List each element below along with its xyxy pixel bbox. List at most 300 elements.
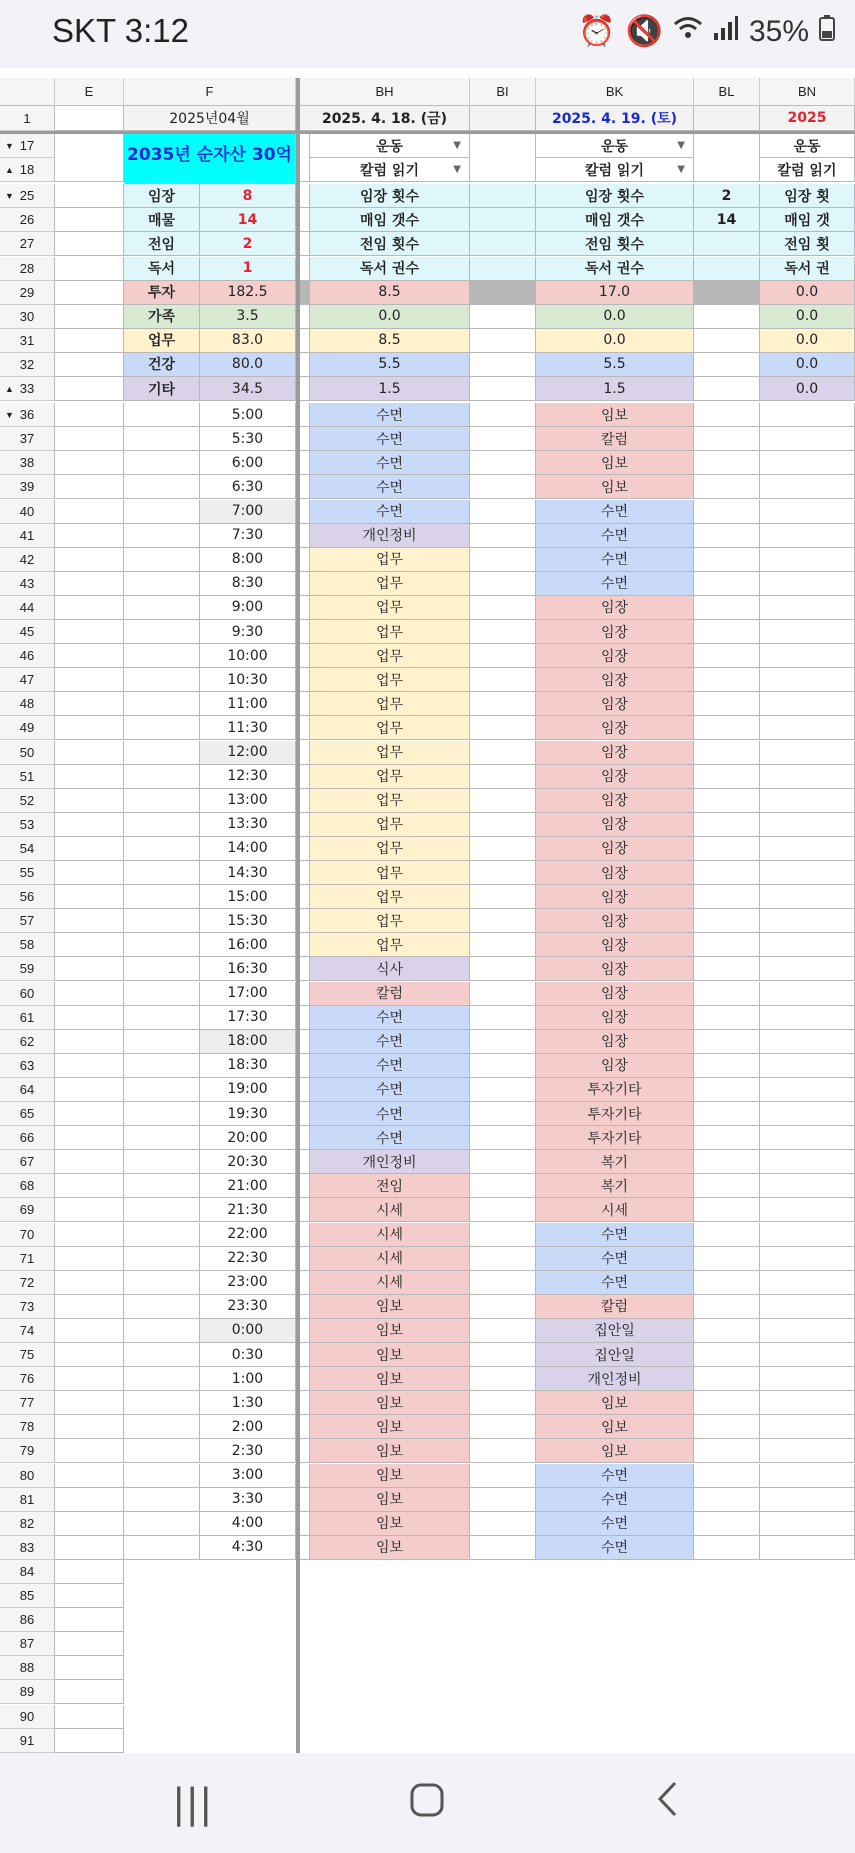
activity-cell[interactable]: 임보 — [536, 403, 694, 427]
cell[interactable] — [124, 524, 200, 548]
time-slot[interactable]: 4:30 — [200, 1536, 296, 1560]
cell[interactable] — [55, 1006, 124, 1030]
cell[interactable] — [470, 134, 536, 182]
column-header[interactable]: F — [124, 78, 296, 106]
cell[interactable] — [55, 644, 124, 668]
row-number[interactable]: 72 — [0, 1271, 55, 1295]
cell[interactable] — [300, 741, 310, 765]
cell[interactable] — [300, 1295, 310, 1319]
cell[interactable] — [55, 1439, 124, 1463]
month-cell[interactable]: 2025년04월 — [124, 106, 296, 131]
activity-cell[interactable]: 집안일 — [536, 1343, 694, 1367]
time-slot[interactable]: 9:30 — [200, 620, 296, 644]
cell[interactable] — [694, 1464, 760, 1488]
cell[interactable] — [55, 451, 124, 475]
cell[interactable] — [55, 1705, 124, 1729]
activity-cell[interactable]: 투자기타 — [536, 1102, 694, 1126]
cell[interactable] — [55, 134, 124, 182]
cell[interactable] — [470, 741, 536, 765]
time-slot[interactable]: 3:30 — [200, 1488, 296, 1512]
time-slot[interactable]: 9:00 — [200, 596, 296, 620]
activity-cell[interactable]: 투자기타 — [536, 1126, 694, 1150]
row-number[interactable]: 25 ▼ — [0, 184, 55, 208]
cell[interactable] — [124, 692, 200, 716]
summary-metric[interactable]: 독서 권 — [760, 257, 855, 281]
row-number[interactable]: 76 — [0, 1367, 55, 1391]
row-number[interactable]: 66 — [0, 1126, 55, 1150]
cell[interactable] — [760, 982, 855, 1006]
cell[interactable] — [55, 1464, 124, 1488]
activity-cell[interactable]: 임보 — [310, 1319, 470, 1343]
category-label[interactable]: 건강 — [124, 353, 200, 377]
cell[interactable] — [124, 837, 200, 861]
summary-label[interactable]: 매물 — [124, 208, 200, 232]
summary-value[interactable]: 14 — [200, 208, 296, 232]
cell[interactable] — [694, 1174, 760, 1198]
cell[interactable] — [470, 403, 536, 427]
activity-cell[interactable]: 수면 — [310, 1126, 470, 1150]
activity-cell[interactable]: 수면 — [536, 1536, 694, 1560]
cell[interactable] — [694, 500, 760, 524]
cell[interactable] — [760, 837, 855, 861]
cell[interactable] — [300, 1464, 310, 1488]
date-header[interactable]: 2025. 4. 19. (토) — [536, 106, 694, 131]
cell[interactable] — [694, 451, 760, 475]
cell[interactable] — [55, 861, 124, 885]
activity-cell[interactable]: 투자기타 — [536, 1078, 694, 1102]
category-label[interactable]: 기타 — [124, 377, 200, 401]
column-header[interactable]: BL — [694, 78, 760, 106]
cell[interactable] — [694, 1295, 760, 1319]
row-number[interactable]: 64 — [0, 1078, 55, 1102]
cell[interactable] — [55, 1054, 124, 1078]
cell[interactable] — [55, 305, 124, 329]
cell[interactable] — [694, 716, 760, 740]
cell[interactable] — [760, 741, 855, 765]
activity-cell[interactable]: 수면 — [310, 427, 470, 451]
row-number[interactable]: 67 — [0, 1150, 55, 1174]
cell[interactable] — [300, 837, 310, 861]
cell[interactable] — [760, 572, 855, 596]
cell[interactable] — [300, 1223, 310, 1247]
cell[interactable] — [470, 1512, 536, 1536]
cell[interactable] — [124, 1054, 200, 1078]
cell[interactable] — [124, 596, 200, 620]
row-number[interactable]: 33 ▲ — [0, 377, 55, 401]
cell[interactable] — [760, 1223, 855, 1247]
cell[interactable] — [55, 596, 124, 620]
time-slot[interactable]: 19:30 — [200, 1102, 296, 1126]
cell[interactable] — [470, 1006, 536, 1030]
cell[interactable] — [55, 1415, 124, 1439]
activity-cell[interactable]: 칼럼 — [536, 1295, 694, 1319]
cell[interactable] — [470, 620, 536, 644]
cell[interactable] — [55, 500, 124, 524]
cell[interactable] — [124, 1319, 200, 1343]
cell[interactable] — [300, 184, 310, 208]
activity-cell[interactable]: 업무 — [310, 837, 470, 861]
cell[interactable] — [470, 1102, 536, 1126]
cell[interactable] — [124, 1078, 200, 1102]
cell[interactable] — [760, 1295, 855, 1319]
cell[interactable] — [124, 1488, 200, 1512]
row-number[interactable]: 74 — [0, 1319, 55, 1343]
cell[interactable] — [694, 1512, 760, 1536]
cell[interactable] — [694, 281, 760, 305]
corner-header[interactable] — [0, 78, 55, 106]
activity-cell[interactable]: 임장 — [536, 813, 694, 837]
row-group-toggle-icon[interactable]: ▼ — [5, 190, 14, 201]
cell[interactable] — [694, 1223, 760, 1247]
cell[interactable] — [300, 692, 310, 716]
activity-cell[interactable]: 임장 — [536, 668, 694, 692]
time-slot[interactable]: 11:00 — [200, 692, 296, 716]
activity-cell[interactable]: 개인정비 — [310, 1150, 470, 1174]
cell[interactable] — [124, 1102, 200, 1126]
row-number[interactable]: 37 — [0, 427, 55, 451]
row-number[interactable]: 60 — [0, 982, 55, 1006]
summary-label[interactable]: 임장 — [124, 184, 200, 208]
cell[interactable] — [694, 1391, 760, 1415]
activity-cell[interactable]: 임장 — [536, 933, 694, 957]
cell[interactable] — [55, 232, 124, 256]
cell[interactable] — [300, 500, 310, 524]
cell[interactable] — [55, 885, 124, 909]
cell[interactable] — [124, 957, 200, 981]
cell[interactable] — [55, 524, 124, 548]
row-number[interactable]: 53 — [0, 813, 55, 837]
cell[interactable] — [55, 982, 124, 1006]
time-slot[interactable]: 22:30 — [200, 1247, 296, 1271]
activity-cell[interactable]: 시세 — [310, 1271, 470, 1295]
cell[interactable] — [694, 596, 760, 620]
cell[interactable] — [760, 813, 855, 837]
time-slot[interactable]: 14:00 — [200, 837, 296, 861]
cell[interactable] — [760, 885, 855, 909]
activity-cell[interactable]: 개인정비 — [310, 524, 470, 548]
time-slot[interactable]: 17:00 — [200, 982, 296, 1006]
category-label[interactable]: 투자 — [124, 281, 200, 305]
activity-cell[interactable]: 업무 — [310, 692, 470, 716]
activity-cell[interactable]: 업무 — [310, 909, 470, 933]
cell[interactable] — [300, 1126, 310, 1150]
cell[interactable] — [300, 232, 310, 256]
cell[interactable] — [470, 765, 536, 789]
row-number[interactable]: 18 ▲ — [0, 158, 55, 182]
time-slot[interactable]: 19:00 — [200, 1078, 296, 1102]
cell[interactable] — [300, 1247, 310, 1271]
cell[interactable] — [300, 789, 310, 813]
cell[interactable] — [760, 1174, 855, 1198]
activity-cell[interactable]: 복기 — [536, 1150, 694, 1174]
cell[interactable] — [694, 1054, 760, 1078]
row-group-toggle-icon[interactable]: ▲ — [5, 164, 14, 175]
row-number[interactable]: 89 — [0, 1680, 55, 1704]
time-slot[interactable]: 12:00 — [200, 741, 296, 765]
time-slot[interactable]: 7:00 — [200, 500, 296, 524]
cell[interactable] — [55, 1295, 124, 1319]
time-slot[interactable]: 2:30 — [200, 1439, 296, 1463]
activity-cell[interactable]: 임장 — [536, 861, 694, 885]
activity-cell[interactable]: 임보 — [310, 1488, 470, 1512]
cell[interactable] — [300, 451, 310, 475]
cell[interactable] — [55, 1247, 124, 1271]
row-number[interactable]: 78 — [0, 1415, 55, 1439]
cell[interactable] — [470, 1295, 536, 1319]
cell[interactable] — [470, 1488, 536, 1512]
summary-metric[interactable]: 매임 갯 — [760, 208, 855, 232]
cell[interactable] — [55, 208, 124, 232]
cell[interactable] — [760, 1319, 855, 1343]
cell[interactable] — [55, 765, 124, 789]
row-number[interactable]: 57 — [0, 909, 55, 933]
cell[interactable] — [470, 1271, 536, 1295]
cell[interactable] — [470, 1391, 536, 1415]
activity-cell[interactable]: 업무 — [310, 885, 470, 909]
date-header[interactable]: 2025. 4. 18. (금) — [300, 106, 470, 131]
cell[interactable] — [300, 1439, 310, 1463]
cell[interactable] — [55, 1367, 124, 1391]
cell[interactable] — [124, 451, 200, 475]
activity-cell[interactable]: 업무 — [310, 813, 470, 837]
row-number[interactable]: 42 — [0, 548, 55, 572]
activity-cell[interactable]: 임보 — [310, 1367, 470, 1391]
row-number[interactable]: 59 — [0, 957, 55, 981]
cell[interactable] — [470, 1126, 536, 1150]
category-total[interactable]: 83.0 — [200, 329, 296, 353]
cell[interactable] — [470, 257, 536, 281]
summary-label[interactable]: 독서 — [124, 257, 200, 281]
time-slot[interactable]: 10:30 — [200, 668, 296, 692]
cell[interactable] — [55, 1174, 124, 1198]
time-slot[interactable]: 11:30 — [200, 716, 296, 740]
cell[interactable] — [300, 1006, 310, 1030]
time-slot[interactable]: 22:00 — [200, 1223, 296, 1247]
row-number[interactable]: 1 — [0, 106, 55, 131]
cell[interactable] — [124, 909, 200, 933]
activity-cell[interactable]: 임장 — [536, 982, 694, 1006]
cell[interactable] — [300, 957, 310, 981]
cell[interactable] — [760, 933, 855, 957]
cell[interactable] — [124, 1415, 200, 1439]
cell[interactable] — [470, 957, 536, 981]
row-number[interactable]: 51 — [0, 765, 55, 789]
cell[interactable] — [55, 1488, 124, 1512]
summary-metric[interactable]: 매임 갯수 — [536, 208, 694, 232]
row-number[interactable]: 32 — [0, 353, 55, 377]
category-hours[interactable]: 0.0 — [536, 305, 694, 329]
activity-cell[interactable]: 임장 — [536, 789, 694, 813]
cell[interactable] — [55, 106, 124, 131]
row-number[interactable]: 86 — [0, 1608, 55, 1632]
cell[interactable] — [300, 668, 310, 692]
cell[interactable] — [760, 909, 855, 933]
cell[interactable] — [300, 353, 310, 377]
cell[interactable] — [124, 1367, 200, 1391]
cell[interactable] — [124, 1536, 200, 1560]
activity-cell[interactable]: 임장 — [536, 596, 694, 620]
activity-cell[interactable]: 시세 — [536, 1198, 694, 1222]
activity-cell[interactable]: 수면 — [536, 1464, 694, 1488]
row-number[interactable]: 30 — [0, 305, 55, 329]
cell[interactable] — [55, 353, 124, 377]
time-slot[interactable]: 23:00 — [200, 1271, 296, 1295]
row-number[interactable]: 17 ▼ — [0, 134, 55, 158]
row-number[interactable]: 65 — [0, 1102, 55, 1126]
summary-metric[interactable]: 독서 권수 — [310, 257, 470, 281]
time-slot[interactable]: 1:00 — [200, 1367, 296, 1391]
cell[interactable] — [760, 692, 855, 716]
activity-cell[interactable]: 임보 — [536, 1439, 694, 1463]
row-number[interactable]: 84 — [0, 1560, 55, 1584]
cell[interactable] — [470, 329, 536, 353]
cell[interactable] — [760, 427, 855, 451]
activity-cell[interactable]: 임보 — [310, 1439, 470, 1463]
row-number[interactable]: 56 — [0, 885, 55, 909]
cell[interactable] — [300, 1512, 310, 1536]
row-number[interactable]: 79 — [0, 1439, 55, 1463]
dropdown-arrow-icon[interactable]: ▼ — [453, 140, 461, 152]
time-slot[interactable]: 13:30 — [200, 813, 296, 837]
cell[interactable] — [760, 668, 855, 692]
cell[interactable] — [694, 813, 760, 837]
cell[interactable] — [694, 1030, 760, 1054]
habit-cell[interactable]: 칼럼 읽기 — [760, 158, 855, 182]
cell[interactable] — [694, 1319, 760, 1343]
row-number[interactable]: 36 ▼ — [0, 403, 55, 427]
activity-cell[interactable]: 수면 — [536, 524, 694, 548]
summary-metric[interactable]: 매임 갯수 — [310, 208, 470, 232]
activity-cell[interactable]: 수면 — [310, 1006, 470, 1030]
summary-value[interactable]: 8 — [200, 184, 296, 208]
activity-cell[interactable]: 수면 — [310, 403, 470, 427]
cell[interactable] — [55, 813, 124, 837]
cell[interactable] — [760, 1198, 855, 1222]
back-icon[interactable] — [656, 1781, 678, 1827]
row-number[interactable]: 88 — [0, 1656, 55, 1680]
cell[interactable] — [124, 1343, 200, 1367]
summary-count[interactable] — [694, 257, 760, 281]
summary-metric[interactable]: 전임 횟수 — [310, 232, 470, 256]
cell[interactable] — [694, 885, 760, 909]
row-group-toggle-icon[interactable]: ▲ — [5, 383, 14, 394]
row-number[interactable]: 71 — [0, 1247, 55, 1271]
row-number[interactable]: 38 — [0, 451, 55, 475]
category-hours[interactable]: 5.5 — [536, 353, 694, 377]
cell[interactable] — [55, 1126, 124, 1150]
habit-cell[interactable]: 칼럼 읽기 ▼ — [536, 158, 694, 182]
activity-cell[interactable]: 수면 — [536, 1223, 694, 1247]
category-hours[interactable]: 1.5 — [310, 377, 470, 401]
cell[interactable] — [694, 741, 760, 765]
row-number[interactable]: 58 — [0, 933, 55, 957]
cell[interactable] — [760, 620, 855, 644]
row-number[interactable]: 27 — [0, 232, 55, 256]
cell[interactable] — [124, 1295, 200, 1319]
activity-cell[interactable]: 업무 — [310, 861, 470, 885]
cell[interactable] — [55, 1560, 124, 1584]
time-slot[interactable]: 12:30 — [200, 765, 296, 789]
category-total[interactable]: 3.5 — [200, 305, 296, 329]
cell[interactable] — [124, 1126, 200, 1150]
cell[interactable] — [694, 1006, 760, 1030]
category-label[interactable]: 업무 — [124, 329, 200, 353]
time-slot[interactable]: 21:00 — [200, 1174, 296, 1198]
cell[interactable] — [300, 1054, 310, 1078]
activity-cell[interactable]: 임장 — [536, 1006, 694, 1030]
cell[interactable] — [300, 1271, 310, 1295]
cell[interactable] — [760, 1030, 855, 1054]
cell[interactable] — [55, 548, 124, 572]
activity-cell[interactable]: 임장 — [536, 620, 694, 644]
time-slot[interactable]: 20:30 — [200, 1150, 296, 1174]
cell[interactable] — [300, 427, 310, 451]
cell[interactable] — [300, 305, 310, 329]
cell[interactable] — [694, 620, 760, 644]
cell[interactable] — [55, 572, 124, 596]
cell[interactable] — [760, 1536, 855, 1560]
activity-cell[interactable]: 임보 — [310, 1391, 470, 1415]
cell[interactable] — [694, 1126, 760, 1150]
cell[interactable] — [124, 1030, 200, 1054]
cell[interactable] — [694, 353, 760, 377]
cell[interactable] — [694, 134, 760, 182]
cell[interactable] — [124, 572, 200, 596]
activity-cell[interactable]: 수면 — [536, 500, 694, 524]
cell[interactable] — [760, 1391, 855, 1415]
time-slot[interactable]: 7:30 — [200, 524, 296, 548]
row-number[interactable]: 29 — [0, 281, 55, 305]
cell[interactable] — [124, 1271, 200, 1295]
cell[interactable] — [124, 1223, 200, 1247]
time-slot[interactable]: 18:00 — [200, 1030, 296, 1054]
row-number[interactable]: 91 — [0, 1729, 55, 1753]
cell[interactable] — [124, 1439, 200, 1463]
cell[interactable] — [55, 184, 124, 208]
cell[interactable] — [694, 1102, 760, 1126]
cell[interactable] — [694, 1198, 760, 1222]
cell[interactable] — [694, 837, 760, 861]
cell[interactable] — [300, 377, 310, 401]
row-number[interactable]: 28 — [0, 257, 55, 281]
category-hours[interactable]: 8.5 — [310, 329, 470, 353]
cell[interactable] — [300, 982, 310, 1006]
cell[interactable] — [300, 1150, 310, 1174]
row-number[interactable]: 80 — [0, 1464, 55, 1488]
cell[interactable] — [55, 427, 124, 451]
cell[interactable] — [300, 716, 310, 740]
dropdown-arrow-icon[interactable]: ▼ — [453, 164, 461, 176]
category-hours[interactable]: 1.5 — [536, 377, 694, 401]
cell[interactable] — [694, 329, 760, 353]
activity-cell[interactable]: 수면 — [536, 1512, 694, 1536]
activity-cell[interactable]: 임보 — [310, 1536, 470, 1560]
cell[interactable] — [55, 909, 124, 933]
cell[interactable] — [760, 1343, 855, 1367]
cell[interactable] — [470, 1536, 536, 1560]
cell[interactable] — [124, 789, 200, 813]
cell[interactable] — [300, 1391, 310, 1415]
cell[interactable] — [760, 1464, 855, 1488]
time-slot[interactable]: 3:00 — [200, 1464, 296, 1488]
cell[interactable] — [124, 765, 200, 789]
cell[interactable] — [55, 257, 124, 281]
cell[interactable] — [760, 1415, 855, 1439]
row-number[interactable]: 46 — [0, 644, 55, 668]
row-number[interactable]: 49 — [0, 716, 55, 740]
time-slot[interactable]: 8:30 — [200, 572, 296, 596]
cell[interactable] — [694, 1488, 760, 1512]
